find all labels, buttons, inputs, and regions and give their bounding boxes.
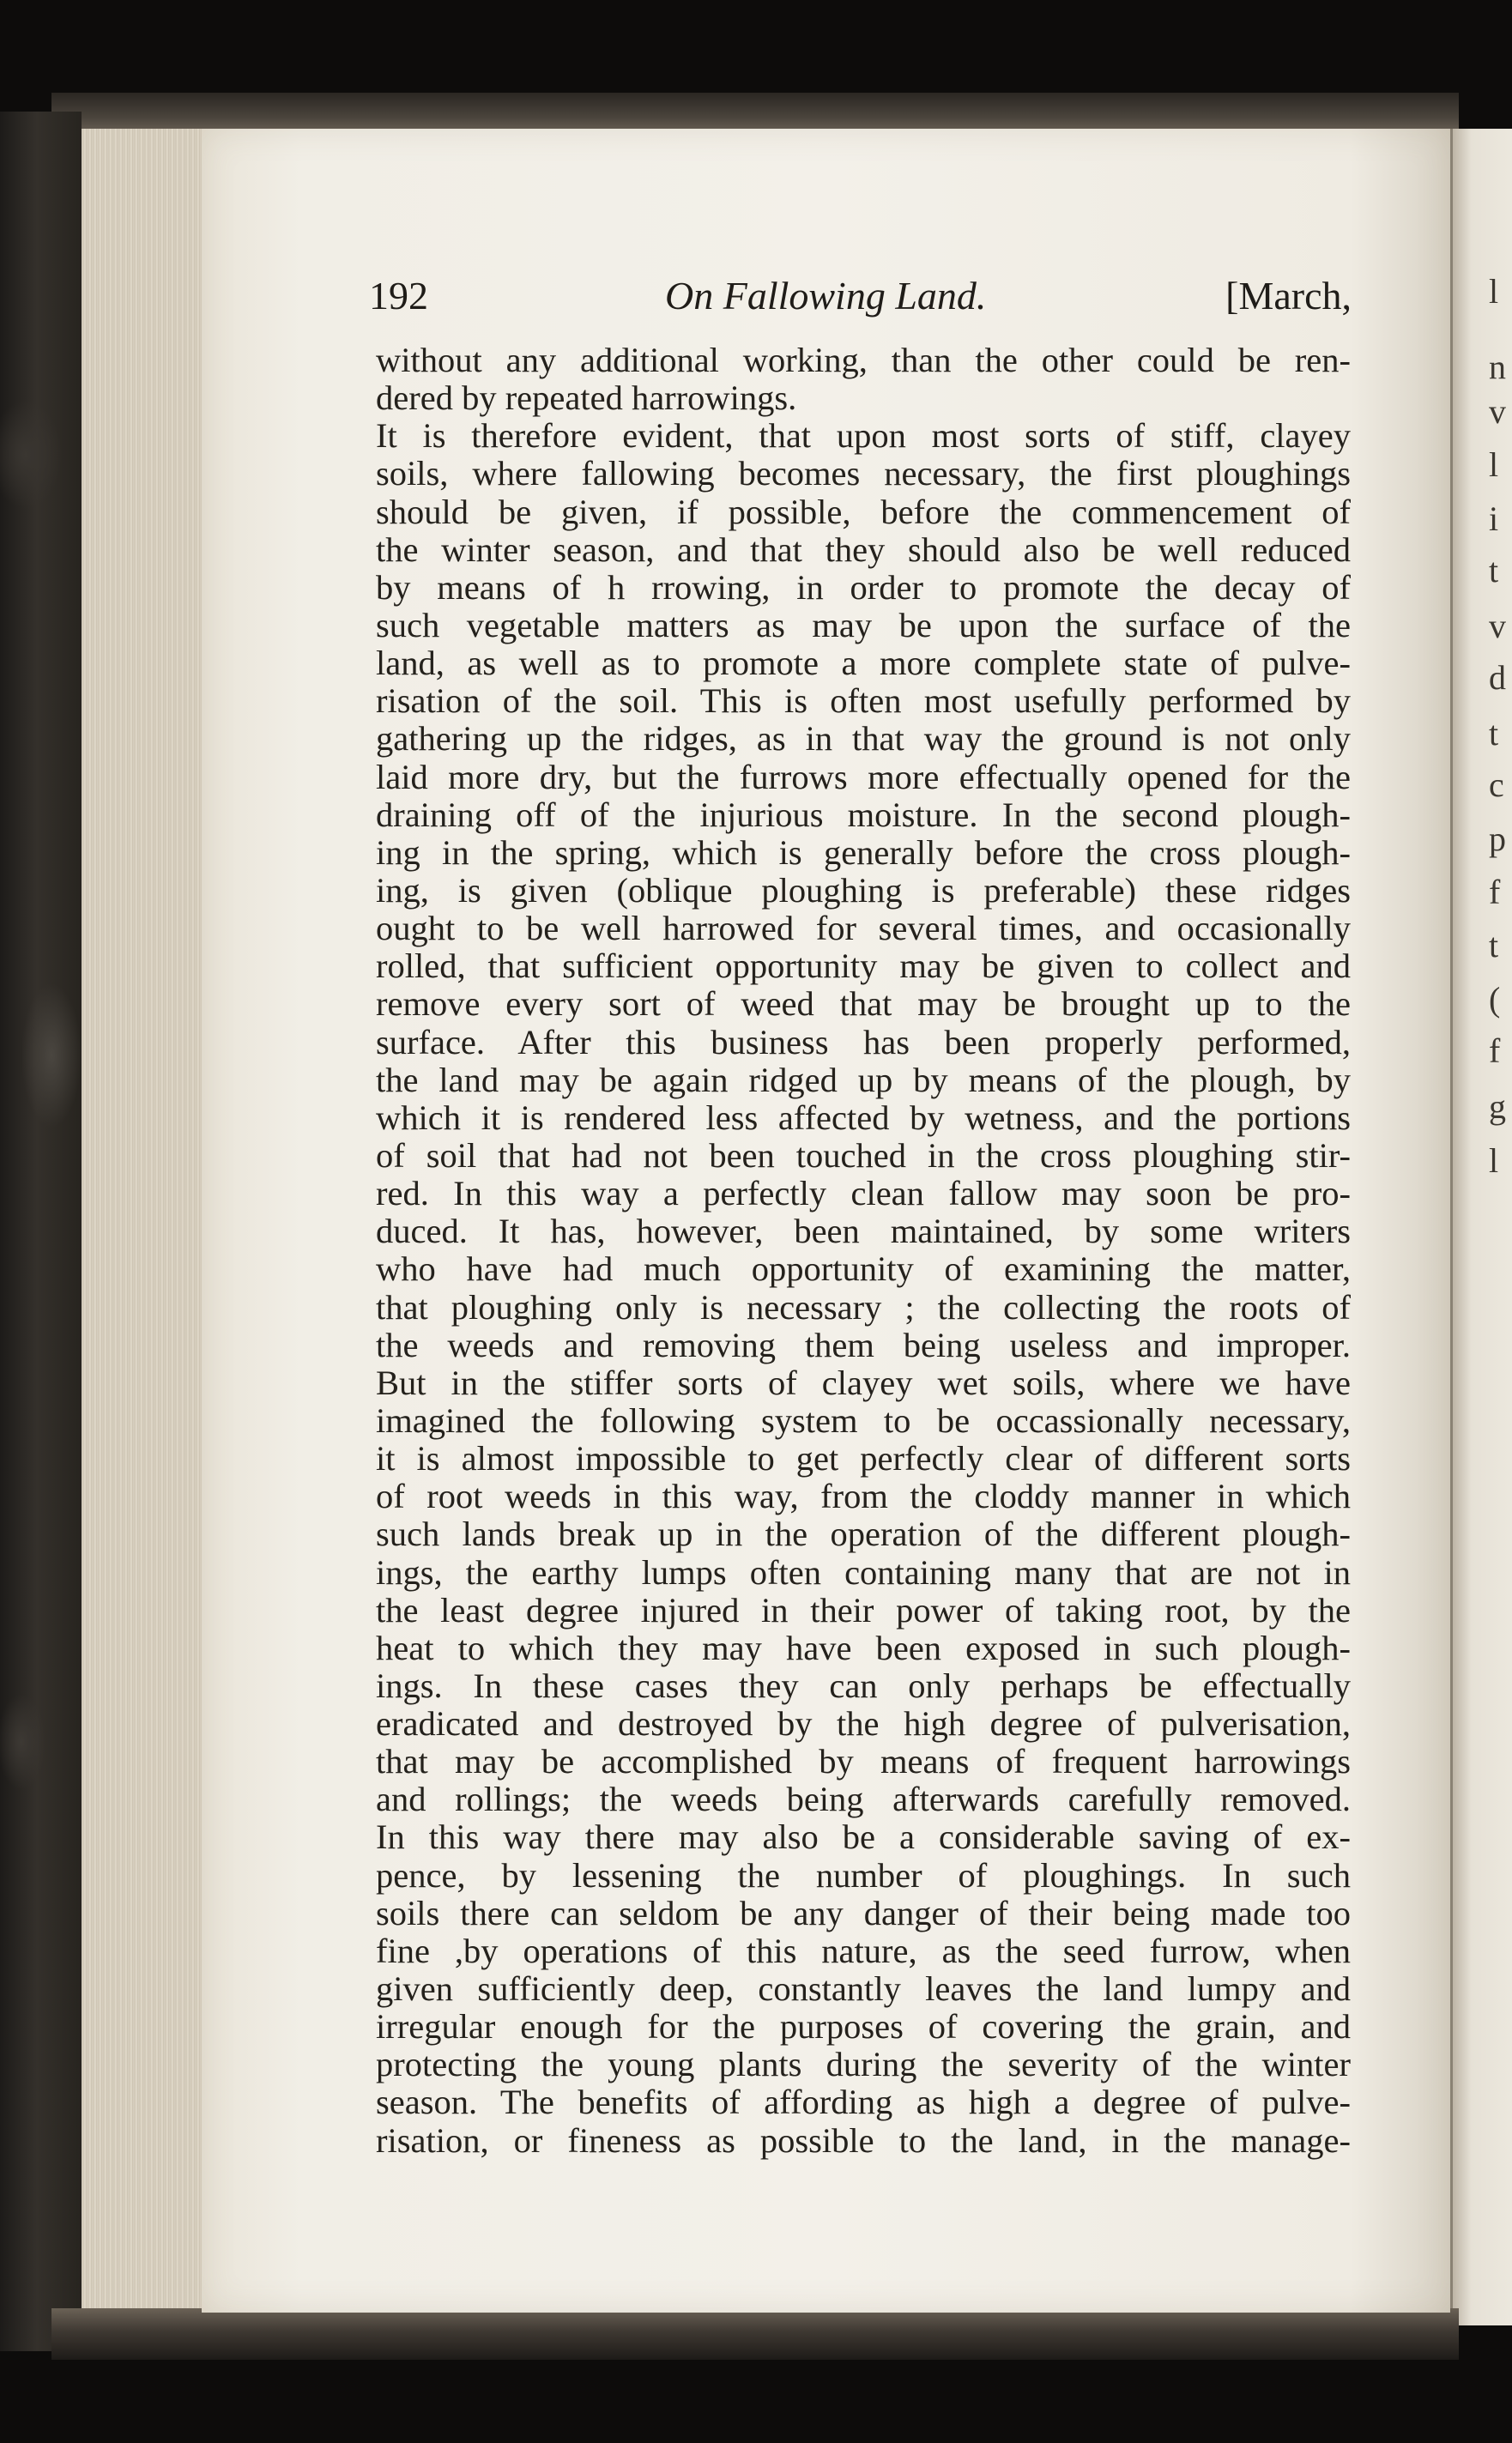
text-line: ought to be well harrowed for several times, and occasionally bbox=[376, 910, 1351, 948]
text-line: dered by repeated harrowings. bbox=[376, 379, 797, 418]
facing-page-glyph: t bbox=[1489, 926, 1499, 965]
facing-page-glyph: ( bbox=[1489, 980, 1501, 1019]
running-title: On Fallowing Land. bbox=[665, 274, 987, 317]
text-line: land, as well as to promote a more complete state of pulve- bbox=[376, 644, 1351, 683]
facing-page-glyph: f bbox=[1489, 873, 1501, 911]
text-line: who have had much opportunity of examining the matter, bbox=[376, 1250, 1351, 1289]
facing-page-glyph: v bbox=[1489, 392, 1506, 431]
text-line: such vegetable matters as may be upon the surface of the bbox=[376, 606, 1351, 644]
facing-page-glyph: g bbox=[1489, 1087, 1506, 1126]
text-line: should be given, if possible, before the commencement of bbox=[376, 493, 1351, 531]
text-line: remove every sort of weed that may be brought up to the bbox=[376, 985, 1351, 1024]
running-head bbox=[369, 273, 1352, 324]
text-line: red. In this way a perfectly clean fallow may soon be pro- bbox=[376, 1175, 1351, 1213]
text-line: the land may be again ridged up by means of the plough, by bbox=[376, 1061, 1351, 1099]
text-line: it is almost impossible to get perfectly clear of different sorts bbox=[376, 1440, 1351, 1478]
page-edges bbox=[82, 129, 203, 2334]
text-line: given sufficiently deep, constantly leaves the land lumpy and bbox=[376, 1970, 1351, 2009]
text-line: surface. After this business has been properly performed, bbox=[376, 1023, 1351, 1061]
page-number: 192 bbox=[369, 274, 428, 317]
facing-page-glyph: l bbox=[1489, 1141, 1499, 1180]
text-line: by means of h rrowing, in order to promote the decay of bbox=[376, 568, 1351, 607]
facing-page-glyph: l bbox=[1489, 272, 1499, 311]
facing-page-glyph: c bbox=[1489, 765, 1504, 804]
facing-page-glyph: t bbox=[1489, 714, 1499, 753]
text-line: that may be accomplished by means of frequent harrowings bbox=[376, 1743, 1351, 1781]
text-line: and rollings; the weeds being afterwards carefully removed. bbox=[376, 1781, 1351, 1819]
text-line: that ploughing only is necessary ; the collecting the roots of bbox=[376, 1288, 1351, 1327]
facing-page-glyph: l bbox=[1489, 445, 1499, 484]
facing-page-glyph: i bbox=[1489, 499, 1499, 538]
text-line: soils, where fallowing becomes necessary, the first ploughings bbox=[376, 455, 1351, 493]
text-line: ing in the spring, which is generally before the cross plough- bbox=[376, 833, 1351, 872]
text-line: irregular enough for the purposes of covering the grain, and bbox=[376, 2008, 1351, 2047]
facing-page-glyph: t bbox=[1489, 551, 1499, 590]
text-line: the winter season, and that they should also be well reduced bbox=[376, 530, 1351, 569]
text-line: rolled, that sufficient opportunity may be given to collect and bbox=[376, 947, 1351, 986]
text-line: protecting the young plants during the severity of the winter bbox=[376, 2046, 1351, 2084]
facing-page-edge bbox=[1450, 129, 1512, 2325]
text-line: pence, by lessening the number of ploughings. In such bbox=[376, 1856, 1351, 1895]
text-line: eradicated and destroyed by the high degree of pulverisation, bbox=[376, 1705, 1351, 1744]
text-line: the least degree injured in their power of taking root, by the bbox=[376, 1591, 1351, 1630]
text-line: of soil that had not been touched in the cross ploughing stir- bbox=[376, 1136, 1351, 1175]
text-line: gathering up the ridges, as in that way the ground is not only bbox=[376, 720, 1351, 759]
text-line: ings. In these cases they can only perhaps be effectually bbox=[376, 1666, 1351, 1705]
facing-page-glyph: v bbox=[1489, 607, 1506, 645]
text-line: laid more dry, but the furrows more effectually opened for the bbox=[376, 758, 1351, 796]
facing-page-glyph: d bbox=[1489, 658, 1506, 697]
text-line: imagined the following system to be occassionally necessary, bbox=[376, 1401, 1351, 1440]
section-marker: [March, bbox=[1225, 274, 1352, 317]
text-line: which it is rendered less affected by wetness, and the portions bbox=[376, 1098, 1351, 1137]
text-line: of root weeds in this way, from the cloddy manner in which bbox=[376, 1478, 1351, 1516]
facing-page-glyph: f bbox=[1489, 1031, 1501, 1070]
text-line: It is therefore evident, that upon most sorts of stiff, clayey bbox=[376, 417, 1351, 456]
text-line: heat to which they may have been exposed in such plough- bbox=[376, 1629, 1351, 1667]
text-line: soils there can seldom be any danger of their being made too bbox=[376, 1894, 1351, 1932]
text-line: ing, is given (oblique ploughing is preferable) these ridges bbox=[376, 871, 1351, 910]
text-line: draining off of the injurious moisture. In the second plough- bbox=[376, 795, 1351, 834]
binding-bottom bbox=[51, 2308, 1459, 2360]
text-line: risation of the soil. This is often most usefully performed by bbox=[376, 682, 1351, 721]
facing-page-glyph: n bbox=[1489, 348, 1506, 386]
text-line: fine ,by operations of this nature, as the seed furrow, when bbox=[376, 1932, 1351, 1970]
text-line: In this way there may also be a considerable saving of ex- bbox=[376, 1818, 1351, 1857]
text-line: But in the stiffer sorts of clayey wet soils, where we have bbox=[376, 1364, 1351, 1402]
binding-top bbox=[51, 93, 1459, 134]
body-text bbox=[376, 342, 1351, 2160]
facing-page-glyph: p bbox=[1489, 819, 1506, 858]
text-line: season. The benefits of affording as high a degree of pulve- bbox=[376, 2083, 1351, 2122]
text-line: duced. It has, however, been maintained, by some writers bbox=[376, 1212, 1351, 1251]
text-line: risation, or fineness as possible to the land, in the manage- bbox=[376, 2121, 1351, 2160]
text-line: ings, the earthy lumps often containing many that are not in bbox=[376, 1553, 1351, 1592]
text-line: without any additional working, than the other could be ren- bbox=[376, 342, 1351, 379]
text-line: such lands break up in the operation of the different plough- bbox=[376, 1515, 1351, 1554]
cover-board bbox=[0, 112, 82, 2351]
text-line: the weeds and removing them being useless and improper. bbox=[376, 1326, 1351, 1364]
